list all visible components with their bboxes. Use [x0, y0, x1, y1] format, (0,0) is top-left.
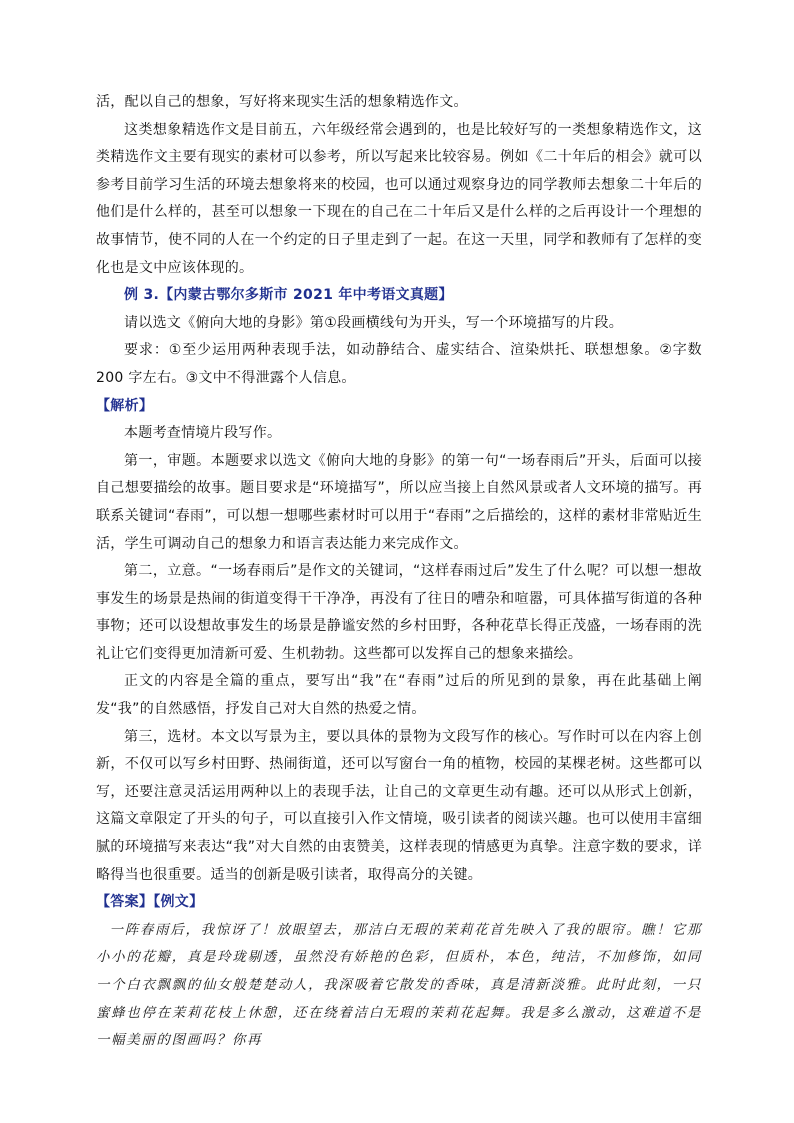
answer-label: 【答案】【例文】	[96, 894, 204, 911]
analysis-step-3: 第三，选材。本文以写景为主，要以具体的景物为文段写作的核心。写作时可以在内容上创新，不仅可以写乡村田野、热闹街道，还可以写窗台一角的植物，校园的某棵老树。这些都可以写，还要注意灵活运用两种以上的表现手法，让自己的文章更生动有趣。还可以从形式上创新，这篇文章限定了开头的句子，可以直接引入作文情境，吸引读者的阅读兴趣。也可以使用丰富细腻的环境描写来表达“我”对大自然的由衷赞美，这样表现的情感更为真挚。注意字数的要求，详略得当也很重要。适当的创新是吸引读者，取得高分的关键。	[96, 728, 702, 883]
paragraph-imagination-essay: 这类想象精选作文是目前五，六年级经常会遇到的，也是比较好写的一类想象精选作文，这类精选作文主要有现实的素材可以参考，所以写起来比较容易。例如《二十年后的相会》就可以参考目前学习生活的环境去想象将来的校园，也可以通过观察身边的同学教师去想象二十年后的他们是什么样的，甚至可以想象一下现在的自己在二十年后又是什么样的之后再设计一个理想的故事情节，使不同的人在一个约定的日子里走到了一起。在这一天里，同学和教师有了怎样的变化也是文中应该体现的。	[96, 121, 702, 276]
document-body	[96, 89, 702, 1055]
analysis-main-content: 正文的内容是全篇的重点，要写出“我”在“春雨”过后的所见到的景象，再在此基础上阐发“我”的自然感悟，抒发自己对大自然的热爱之情。	[96, 673, 702, 718]
writing-prompt: 请以选文《俯向大地的身影》第①段画横线句为开头，写一个环境描写的片段。	[124, 314, 624, 331]
sample-essay: 一阵春雨后，我惊讶了！放眼望去，那洁白无瑕的茉莉花首先映入了我的眼帘。瞧！它那小小的花瓣，真是玲珑剔透，虽然没有娇艳的色彩，但质朴，本色，纯洁，不加修饰，如同一个白衣飘飘的仙女般楚楚动人，我深吸着它散发的香味，真是清新淡雅。此时此刻，一只蜜蜂也停在茉莉花枝上休憩，还在绕着洁白无瑕的茉莉花起舞。我是多么激动，这难道不是一幅美丽的图画吗？你再	[96, 921, 702, 1049]
analysis-label: 【解析】	[96, 397, 154, 414]
analysis-intro: 本题考查情境片段写作。	[124, 425, 282, 442]
analysis-step-2: 第二，立意。“一场春雨后”是作文的关键词，“这样春雨过后”发生了什么呢？可以想一想故事发生的场景是热闹的街道变得干干净净，再没有了往日的嘈杂和喧嚣，可具体描写街道的各种事物；还可以设想故事发生的场景是静谧安然的乡村田野，各种花草长得正茂盛，一场春雨的洗礼让它们变得更加清新可爱、生机勃勃。这些都可以发挥自己的想象来描绘。	[96, 563, 702, 662]
writing-requirements: 要求：①至少运用两种表现手法，如动静结合、虚实结合、渲染烘托、联想想象。②字数 200 字左右。③文中不得泄露个人信息。	[96, 342, 702, 386]
example-heading: 例 3.【内蒙古鄂尔多斯市 2021 年中考语文真题】	[124, 287, 453, 304]
paragraph-continuation: 活，配以自己的想象，写好将来现实生活的想象精选作文。	[96, 94, 468, 110]
analysis-step-1: 第一，审题。本题要求以选文《俯向大地的身影》的第一句“一场春雨后”开头，后面可以接自己想要描绘的故事。题目要求是“环境描写”，所以应当接上自然风景或者人文环境的描写。再联系关键词“春雨”，可以想一想哪些素材时可以用于“春雨”之后描绘的，这样的素材非常贴近生活，学生可调动自己的想象力和语言表达能力来完成作文。	[96, 452, 702, 552]
